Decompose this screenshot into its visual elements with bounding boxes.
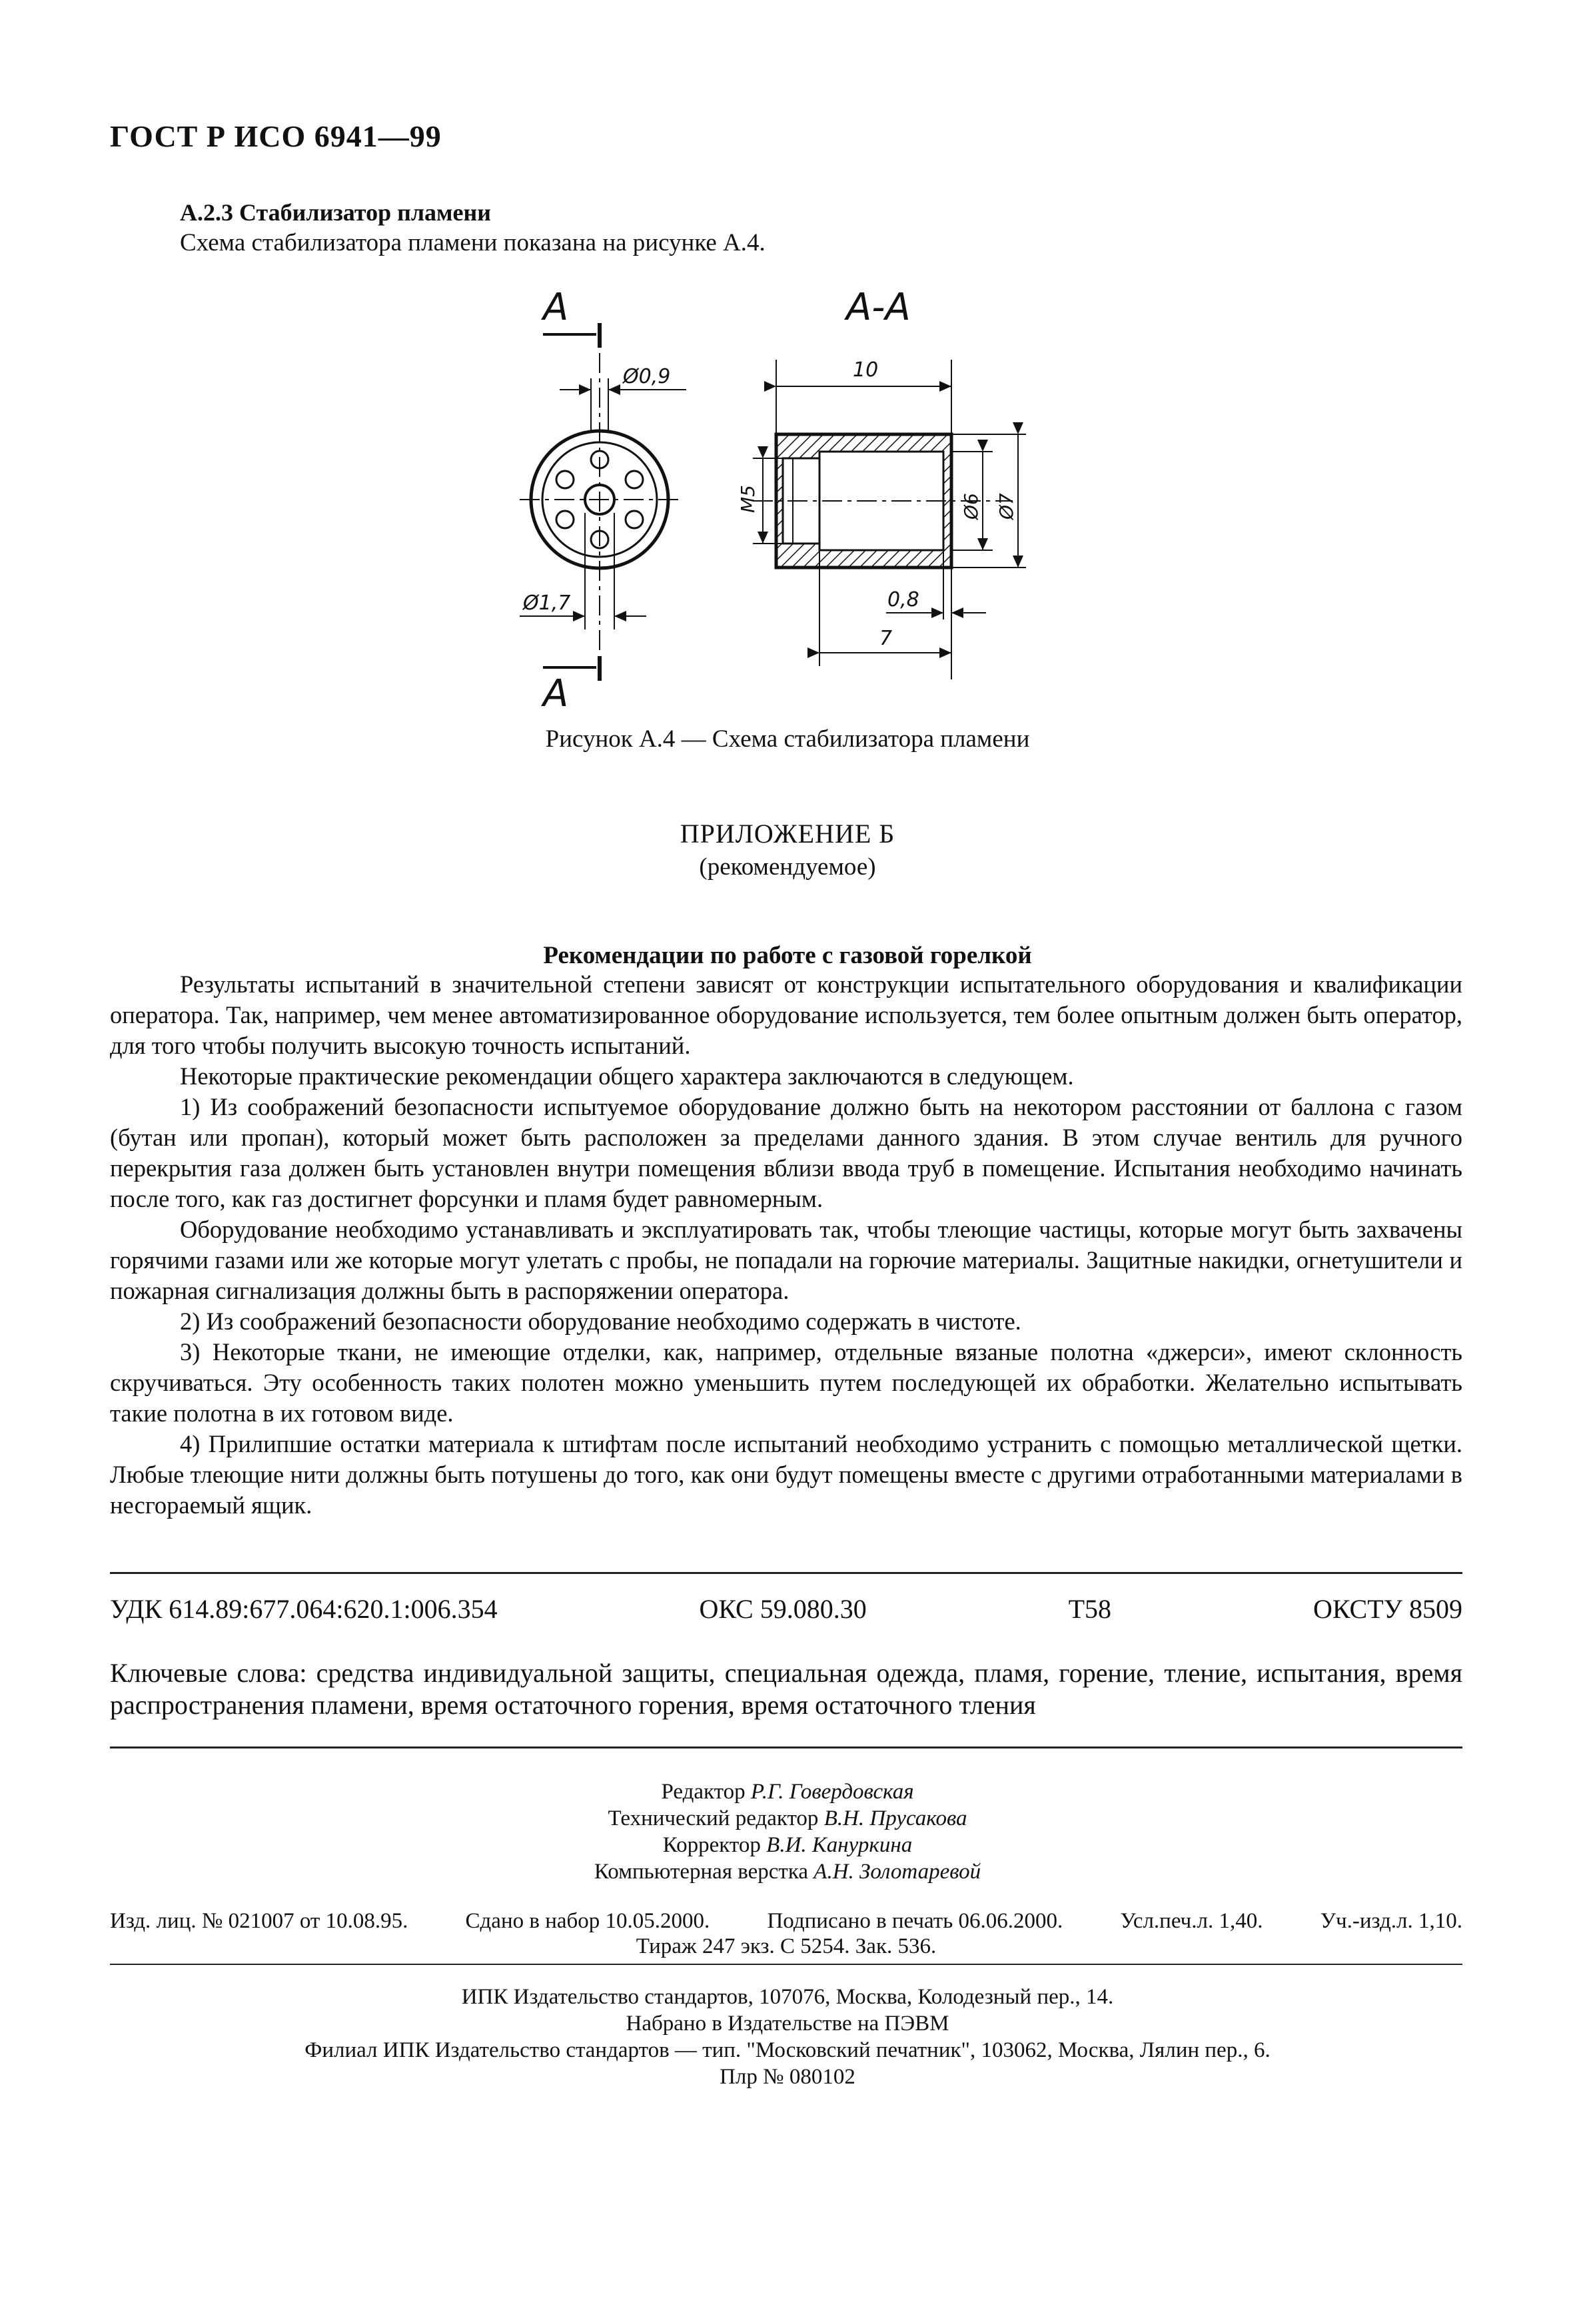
- license: Изд. лиц. № 021007 от 10.08.95.: [110, 1909, 408, 1933]
- section-letter-top: А: [543, 286, 569, 329]
- printer-line: Филиал ИПК Издательство стандартов — тип. "Московский печатник", 103062, Москва, Лялин пер., 6.: [304, 2038, 1271, 2062]
- paragraph: Некоторые практические рекомендации общего характера заключаются в следующем.: [180, 1062, 1074, 1090]
- signed-date: Подписано в печать 06.06.2000.: [767, 1909, 1063, 1933]
- corrector-name: В.И. Кануркина: [766, 1833, 913, 1857]
- section-title: А.2.3 Стабилизатор пламени: [180, 199, 492, 226]
- print-run: Тираж 247 экз. С 5254. Зак. 536.: [636, 1934, 937, 1958]
- edit-sheets: Уч.-изд.л. 1,10.: [1320, 1909, 1462, 1933]
- publication-info: [110, 1908, 1462, 1959]
- paragraph: 4) Прилипшие остатки материала к штифтам после испытаний необходимо устранить с помощью металлической щетки. Любые тлеющие нити должны быть потушены до того, как они будут помещены вместе с другими отработанными материалами в несгораемый ящик.: [110, 1430, 1462, 1519]
- flame-stabilizer-drawing: [480, 280, 1079, 713]
- section-letter-bottom: А: [543, 672, 569, 713]
- oks-code: ОКС 59.080.30: [699, 1594, 867, 1624]
- editor-label: Редактор: [661, 1780, 746, 1804]
- figure-caption: Рисунок А.4 — Схема стабилизатора пламени: [545, 725, 1030, 753]
- printer-line: Плр № 080102: [720, 2065, 855, 2089]
- credits: [0, 1778, 1575, 1885]
- print-sheets: Усл.печ.л. 1,40.: [1120, 1909, 1263, 1933]
- divider: [110, 1964, 1462, 1965]
- paragraph: Оборудование необходимо устанавливать и эксплуатировать так, чтобы тлеющие частицы, которые могут быть захвачены горячими газами или же которые могут улетать с пробы, не попадали на горючие материалы. Защитные накидки, огнетушители и пожарная сигнализация должны быть в распоряжении оператора.: [110, 1216, 1462, 1304]
- divider: [110, 1746, 1462, 1748]
- dim-wall: 0,8: [887, 588, 919, 611]
- sent-date: Сдано в набор 10.05.2000.: [465, 1909, 710, 1933]
- dim-bore-length: 7: [879, 627, 893, 650]
- corrector-label: Корректор: [662, 1833, 761, 1857]
- paragraph: Результаты испытаний в значительной степени зависят от конструкции испытательного оборудования и квалификации оператора. Так, например, чем менее автоматизированное оборудование используется, тем более опытным должен быть оператор, для того чтобы получить высокую точность испытаний.: [110, 970, 1462, 1059]
- appendix-subtitle: (рекомендуемое): [699, 853, 876, 881]
- document-code: ГОСТ Р ИСО 6941—99: [110, 119, 442, 153]
- classification-row: [110, 1593, 1462, 1625]
- appendix-title: ПРИЛОЖЕНИЕ Б: [680, 819, 895, 849]
- section-text: Схема стабилизатора пламени показана на рисунке А.4.: [180, 229, 766, 256]
- printer-line: ИПК Издательство стандартов, 107076, Москва, Колодезный пер., 14.: [461, 1985, 1114, 2009]
- paragraph: 2) Из соображений безопасности оборудование необходимо содержать в чистоте.: [180, 1308, 1021, 1335]
- divider: [110, 1572, 1462, 1574]
- keywords: Ключевые слова: средства индивидуальной защиты, специальная одежда, пламя, горение, тление, испытания, время распространения пламени, время остаточного горения, время остаточного тления: [110, 1658, 1462, 1720]
- layout-label: Компьютерная верстка: [594, 1860, 809, 1884]
- printer-info: [0, 1984, 1575, 2090]
- paragraph: 1) Из соображений безопасности испытуемое оборудование должно быть на некотором расстоянии от баллона с газом (бутан или пропан), который может быть расположен за пределами данного здания. В этом случае вентиль для ручного перекрытия газа должен быть установлен внутри помещения вблизи ввода труб в помещение. Испытания необходимо начинать после того, как газ достигнет форсунки и пламя будет равномерным.: [110, 1093, 1462, 1212]
- udk-code: УДК 614.89:677.064:620.1:006.354: [110, 1594, 498, 1624]
- dim-length: 10: [853, 358, 879, 382]
- dim-outer-diameter: Ø7: [995, 493, 1017, 520]
- editor-name: Р.Г. Говердовская: [750, 1780, 914, 1804]
- tech-editor-name: В.Н. Прусакова: [823, 1806, 967, 1830]
- recommendations-body: [110, 969, 1462, 1521]
- section-view-title: А-А: [846, 286, 911, 329]
- section-view: [737, 286, 1026, 679]
- t-code: Т58: [1068, 1594, 1112, 1624]
- dim-thread: М5: [737, 485, 759, 513]
- dim-inner-diameter: Ø6: [960, 493, 982, 520]
- tech-editor-label: Технический редактор: [608, 1806, 819, 1830]
- front-view: [520, 286, 686, 713]
- layout-name: А.Н. Золотаревой: [813, 1860, 981, 1884]
- okstu-code: ОКСТУ 8509: [1312, 1594, 1462, 1624]
- paragraph: 3) Некоторые ткани, не имеющие отделки, как, например, отдельные вязаные полотна «джерси», имеют склонность скручиваться. Эту особенность таких полотен можно уменьшить путем последующей их обработки. Желательно испытывать такие полотна в их готовом виде.: [110, 1338, 1462, 1427]
- recommendations-title: Рекомендации по работе с газовой горелкой: [543, 942, 1032, 969]
- dim-hole-diameter: Ø0,9: [623, 365, 671, 388]
- printer-line: Набрано в Издательстве на ПЭВМ: [626, 2012, 949, 2036]
- dim-ring-diameter: Ø1,7: [523, 591, 571, 615]
